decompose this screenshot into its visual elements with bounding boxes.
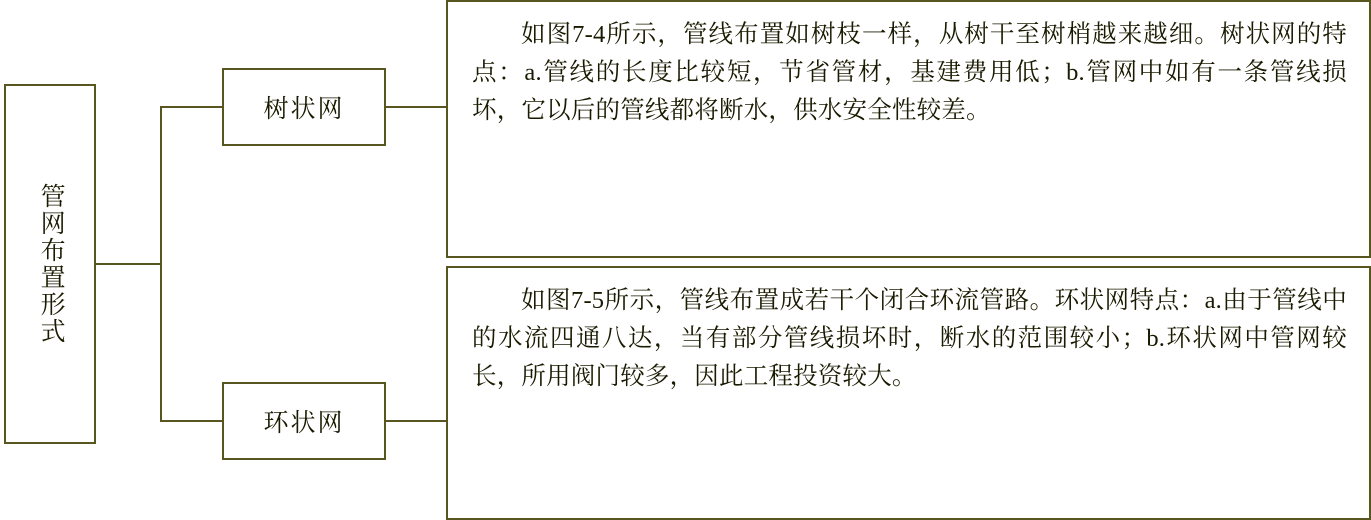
description-text-tree-network: 如图7-4所示，管线布置如树枝一样，从树干至树梢越来越细。树状网的特点：a.管线的长度比较短，节省管材，基建费用低；b.管网中如有一条管线损坏，它以后的管线都将断水，供水安全性较差。	[472, 21, 1347, 124]
category-label-tree-network: 树状网	[263, 96, 345, 123]
root-node-box	[4, 84, 96, 444]
description-panel-tree-network	[446, 0, 1371, 258]
root-node-label: 管网布置形式	[37, 183, 65, 345]
category-box-ring-network	[222, 382, 386, 460]
connector-spine-vertical	[160, 106, 162, 422]
connector-ring-to-panel	[386, 420, 448, 422]
category-box-tree-network	[222, 68, 386, 146]
category-label-ring-network: 环状网	[263, 410, 345, 437]
connector-root-horizontal	[96, 263, 162, 265]
description-text-ring-network: 如图7-5所示，管线布置成若干个闭合环流管路。环状网特点：a.由于管线中的水流四通八达，当有部分管线损坏时，断水的范围较小；b.环状网中管网较长，所用阀门较多，因此工程投资较大。	[472, 287, 1347, 390]
connector-to-tree-branch	[160, 106, 224, 108]
connector-to-ring-branch	[160, 420, 224, 422]
connector-tree-to-panel	[386, 106, 448, 108]
description-panel-ring-network	[446, 266, 1371, 520]
